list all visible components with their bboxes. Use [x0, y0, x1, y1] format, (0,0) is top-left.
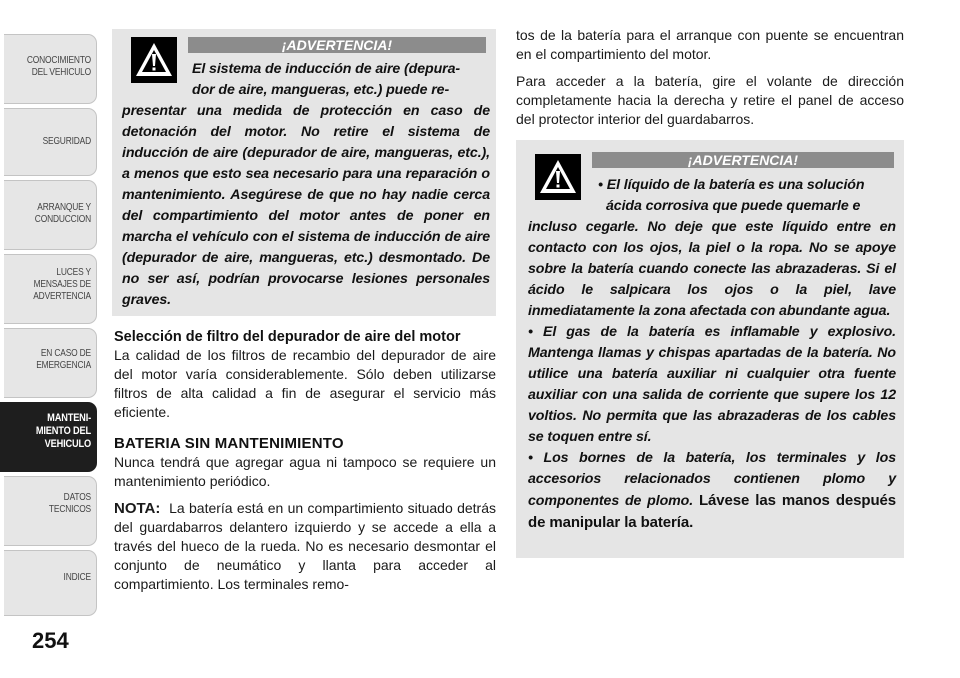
warning-bullet-lead: • Los bornes de la batería, los terminales y los accesorios relacionados contienen plomo y componentes de plomo. — [528, 450, 896, 509]
warning-paragraph: presentar una medida de protección en caso de detonación del motor. No retire el sistema de inducción de aire (depurador de aire, mangueras, etc.), a menos que esto sea necesario para una reparación o mantenimiento. Asegúrese de que no hay nadie cerca del compartimiento del motor antes de poner en marcha el vehículo con el sistema de inducción de aire (depurador de aire, mangueras, etc.) desmontado. De no ser así, podrían provocarse lesiones personales graves. — [122, 103, 490, 308]
paragraph-battery: Nunca tendrá que agregar agua ni tampoco se requiere un mantenimiento periódico. — [114, 454, 496, 489]
warning-box-battery — [516, 140, 904, 558]
warning-title: ¡ADVERTENCIA! — [592, 152, 894, 168]
tab-en-caso-de-emergencia[interactable]: EN CASO DE EMERGENCIA — [4, 328, 97, 398]
warning-title: ¡ADVERTENCIA! — [188, 37, 486, 53]
tab-conocimiento-del-vehiculo[interactable]: CONOCIMIENTO DEL VEHICULO — [4, 34, 97, 104]
note-text: La batería está en un compartimiento situado detrás del guardabarros delantero izquierdo y se accede a ella a través del hueco de la rueda. No es necesario desmontar el conjunto de neumático y llanta para acceder al compartimiento. Los terminales remo- — [114, 500, 496, 592]
right-column — [516, 26, 904, 129]
warning-bullet-tail: Lávese las manos después de manipular la batería. — [528, 492, 897, 531]
warning-line: ácida corrosiva que puede quemarle e — [606, 198, 861, 214]
tab-seguridad[interactable]: SEGURIDAD — [4, 108, 97, 176]
note-paragraph — [114, 499, 496, 594]
chapter-sidebar — [0, 0, 104, 678]
warning-box-air-induction — [112, 29, 496, 316]
paragraph-battery-access: Para acceder a la batería, gire el volante de dirección completamente hacia la derecha y retire el panel de acceso del protector interior del guardabarros. — [516, 73, 904, 127]
warning-line: • El líquido de la batería es una solución — [598, 177, 865, 193]
page-number: 254 — [32, 628, 69, 653]
warning-paragraph — [528, 448, 896, 534]
paragraph-continued: tos de la batería para el arranque con puente se encuentran en el compartimiento del motor. — [516, 27, 904, 62]
warning-text — [122, 59, 490, 311]
tab-datos-tecnicos[interactable]: DATOS TECNICOS — [4, 476, 97, 546]
warning-line: dor de aire, mangueras, etc.) puede re- — [192, 82, 450, 98]
tab-luces-y-mensajes[interactable]: LUCES Y MENSAJES DE ADVERTENCIA — [4, 254, 97, 324]
tab-indice[interactable]: INDICE — [4, 550, 97, 616]
section-heading-battery: BATERIA SIN MANTENIMIENTO — [114, 435, 344, 452]
warning-text — [528, 175, 896, 534]
tab-arranque-y-conduccion[interactable]: ARRANQUE Y CONDUCCION — [4, 180, 97, 250]
tab-mantenimiento-del-vehiculo[interactable]: MANTENI- MIENTO DEL VEHICULO — [0, 402, 97, 472]
paragraph-air-filter: La calidad de los filtros de recambio del depurador de aire del motor varía considerablemente. Sólo deben utilizarse filtros de alta calidad a fin de asegurar el servicio más eficiente. — [114, 347, 496, 420]
warning-paragraph: incluso cegarle. No deje que este líquido entre en contacto con los ojos, la piel o la ropa. No se apoye sobre la batería cuando conecte las abrazaderas. Si el ácido le salpicara los ojos o la piel, lave inmediatamente la zona afectada con abundante agua. — [528, 219, 896, 319]
section-heading-air-filter: Selección de filtro del depurador de aire del motor — [114, 329, 461, 345]
warning-line: El sistema de inducción de aire (depura- — [192, 61, 461, 77]
left-column — [114, 328, 496, 594]
warning-paragraph: • El gas de la batería es inflamable y explosivo. Mantenga llamas y chispas apartadas de la batería. No utilice una batería auxiliar ni cualquier otra fuente auxiliar con una salida de corriente que supere los 12 voltios. No permita que las abrazaderas de los cables se toquen entre sí. — [528, 324, 896, 445]
note-label: NOTA: — [114, 500, 161, 517]
